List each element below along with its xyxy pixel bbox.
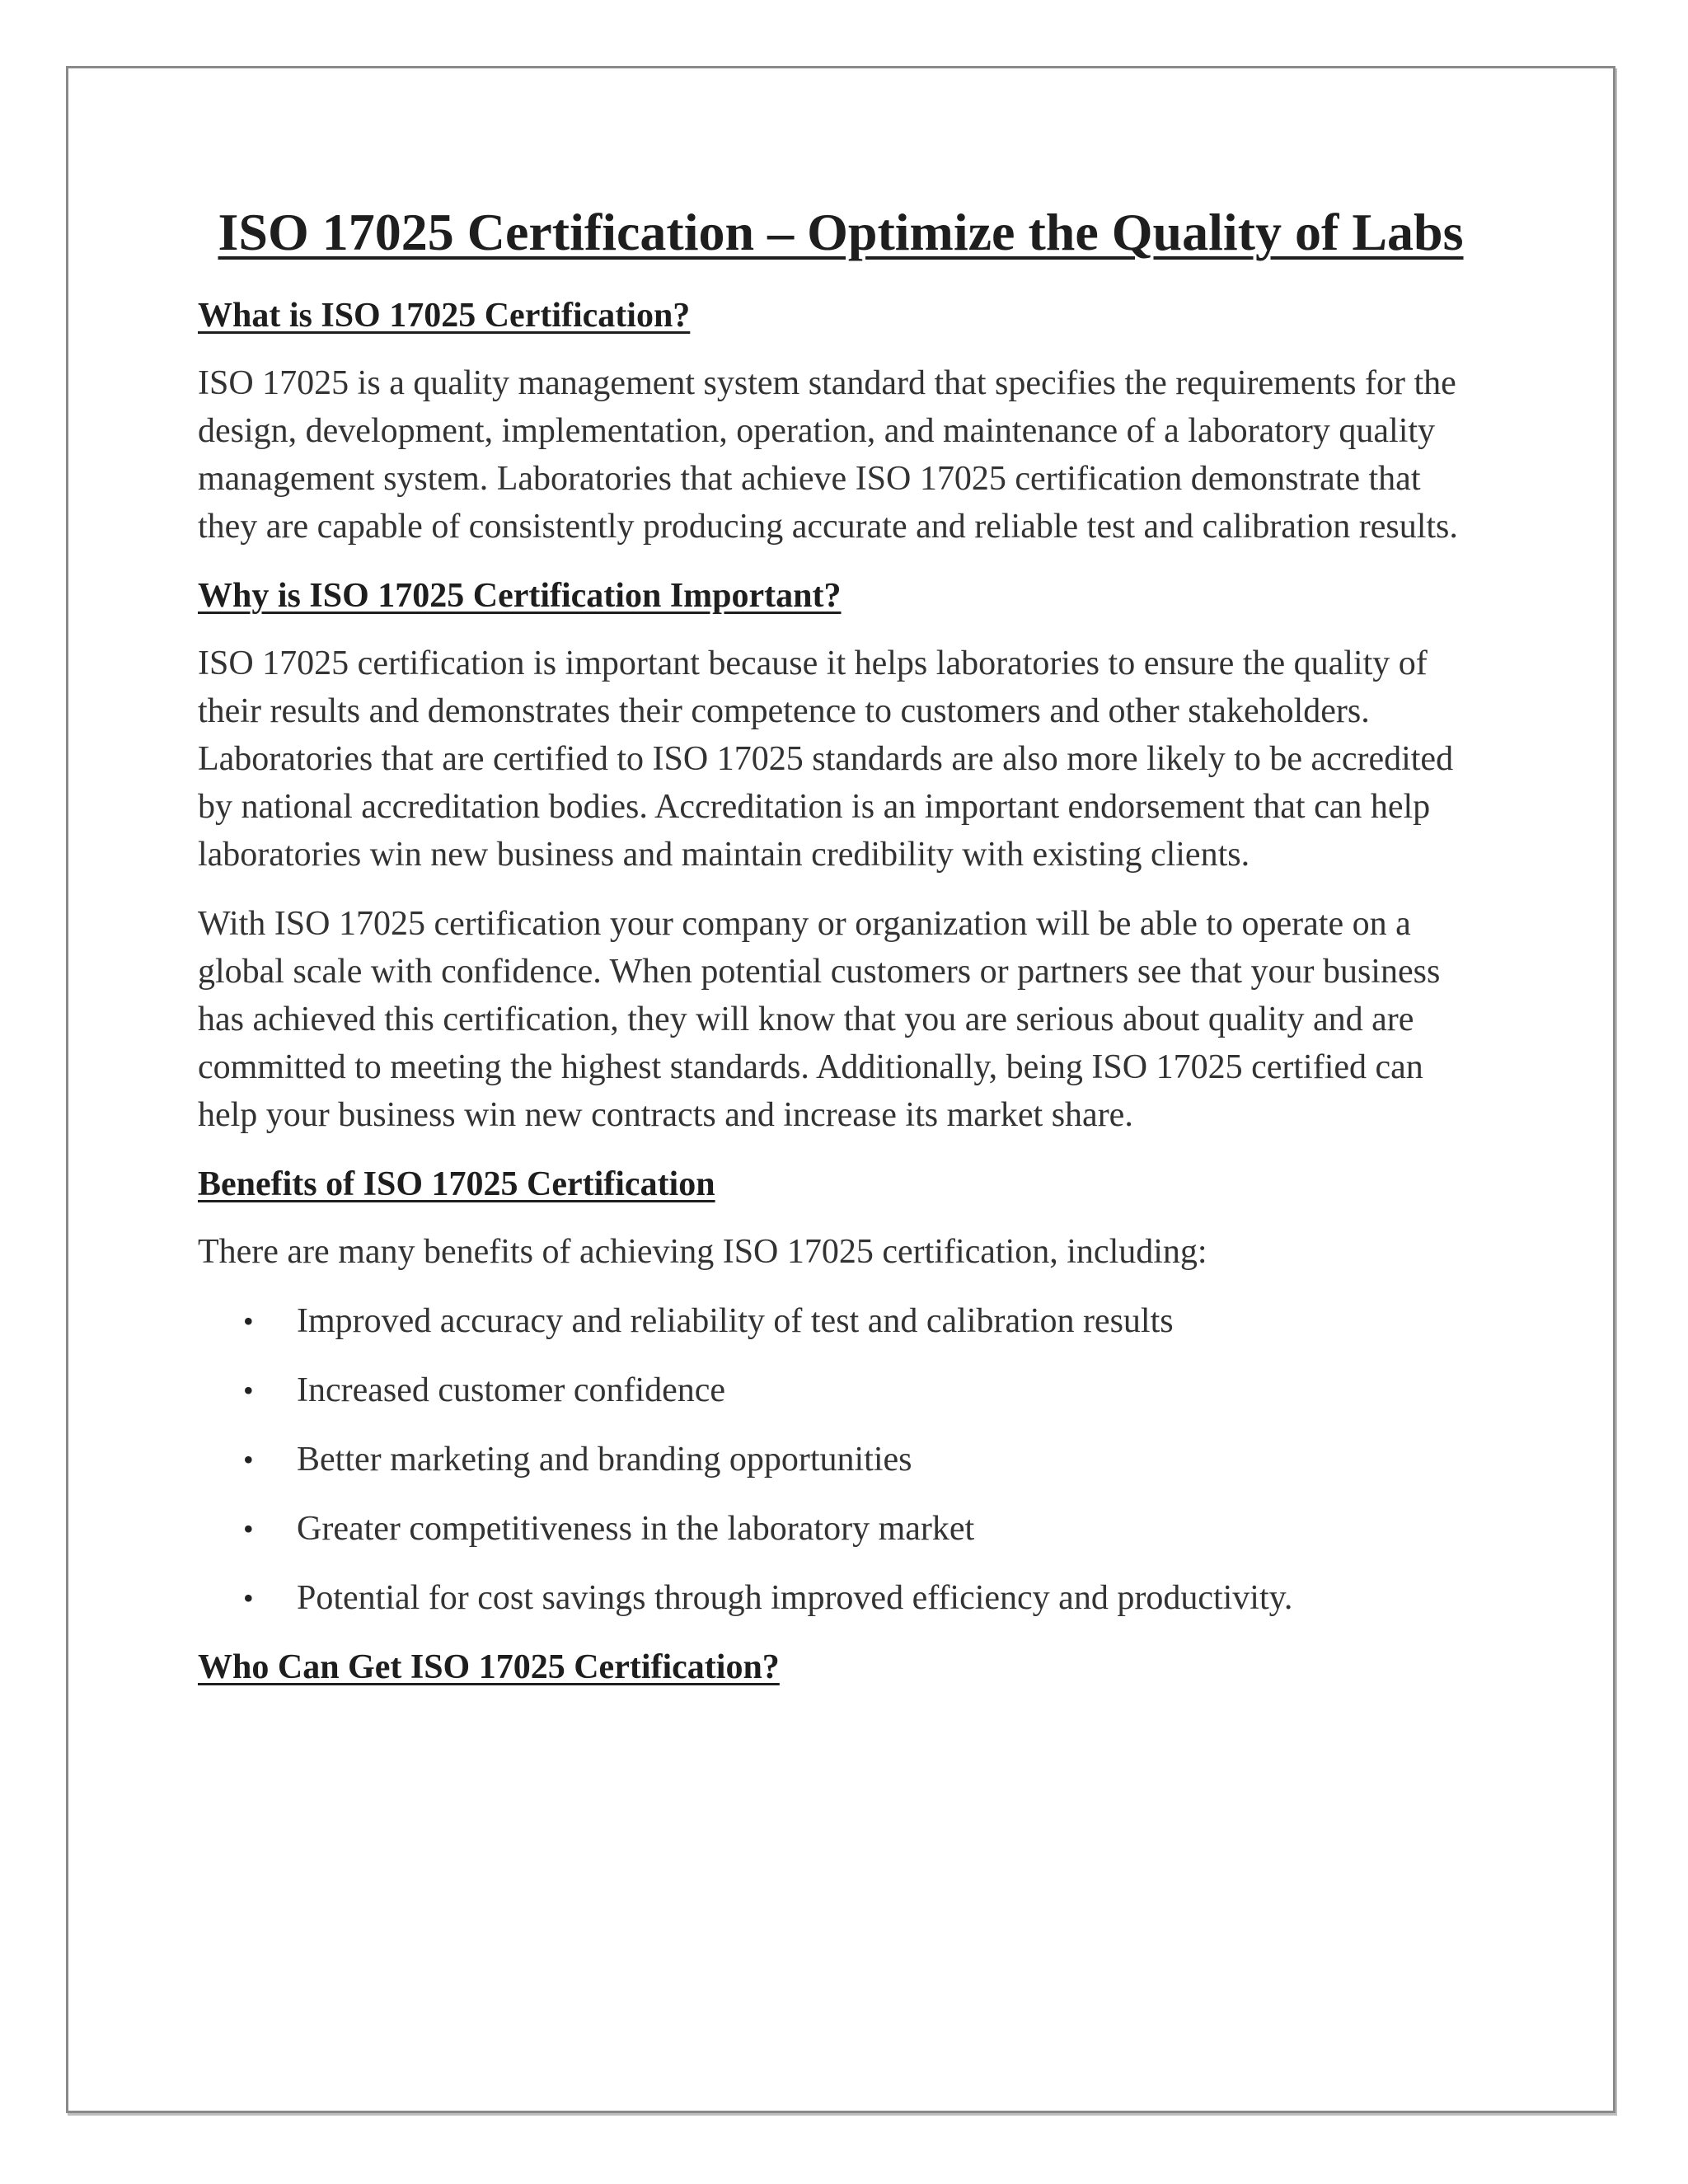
list-item-text: Greater competitiveness in the laboratory market [297, 1510, 975, 1548]
document-content [198, 198, 1484, 1711]
paragraph: ISO 17025 certification is important because it helps laboratories to ensure the quality of their results and demonstrates their competence to customers and other stakeholders. Laboratories that are certified to ISO 17025 standards are also more likely to be accredited by national accreditation bodies. Accreditation is an important endorsement that can help laboratories win new business and maintain credibility with existing clients. [198, 644, 1454, 874]
bullet-icon: • [243, 1443, 254, 1476]
benefits-list [198, 1297, 1484, 1622]
section-heading-what-is: What is ISO 17025 Certification? [198, 297, 691, 335]
bullet-icon: • [243, 1582, 254, 1615]
list-item [198, 1366, 1484, 1414]
bullet-icon: • [243, 1374, 254, 1407]
list-item [198, 1574, 1484, 1622]
list-item [198, 1436, 1484, 1483]
section-heading-who-can-get: Who Can Get ISO 17025 Certification? [198, 1648, 780, 1686]
document-title: ISO 17025 Certification – Optimize the Quality of Labs [218, 203, 1464, 261]
list-item-text: Increased customer confidence [297, 1371, 726, 1409]
paragraph: There are many benefits of achieving ISO 17025 certification, including: [198, 1233, 1207, 1271]
list-item [198, 1297, 1484, 1345]
paragraph: With ISO 17025 certification your company or organization will be able to operate on a global scale with confidence. When potential customers or partners see that your business has achieved this certification, they will know that you are serious about quality and are committed to meeting the highest standards. Additionally, being ISO 17025 certified can help your business win new contracts and increase its market share. [198, 905, 1441, 1134]
list-item-text: Potential for cost savings through improved efficiency and productivity. [297, 1579, 1293, 1617]
section-heading-why-important: Why is ISO 17025 Certification Important? [198, 577, 842, 615]
list-item [198, 1505, 1484, 1553]
bullet-icon: • [243, 1512, 254, 1545]
list-item-text: Improved accuracy and reliability of test and calibration results [297, 1302, 1174, 1340]
section-heading-benefits: Benefits of ISO 17025 Certification [198, 1165, 715, 1203]
paragraph: ISO 17025 is a quality management system standard that specifies the requirements for the design, development, implementation, operation, and maintenance of a laboratory quality management system. Laboratories that achieve ISO 17025 certification demonstrate that they are capable of consistently producing accurate and reliable test and calibration results. [198, 364, 1458, 546]
bullet-icon: • [243, 1305, 254, 1338]
list-item-text: Better marketing and branding opportunities [297, 1441, 912, 1479]
